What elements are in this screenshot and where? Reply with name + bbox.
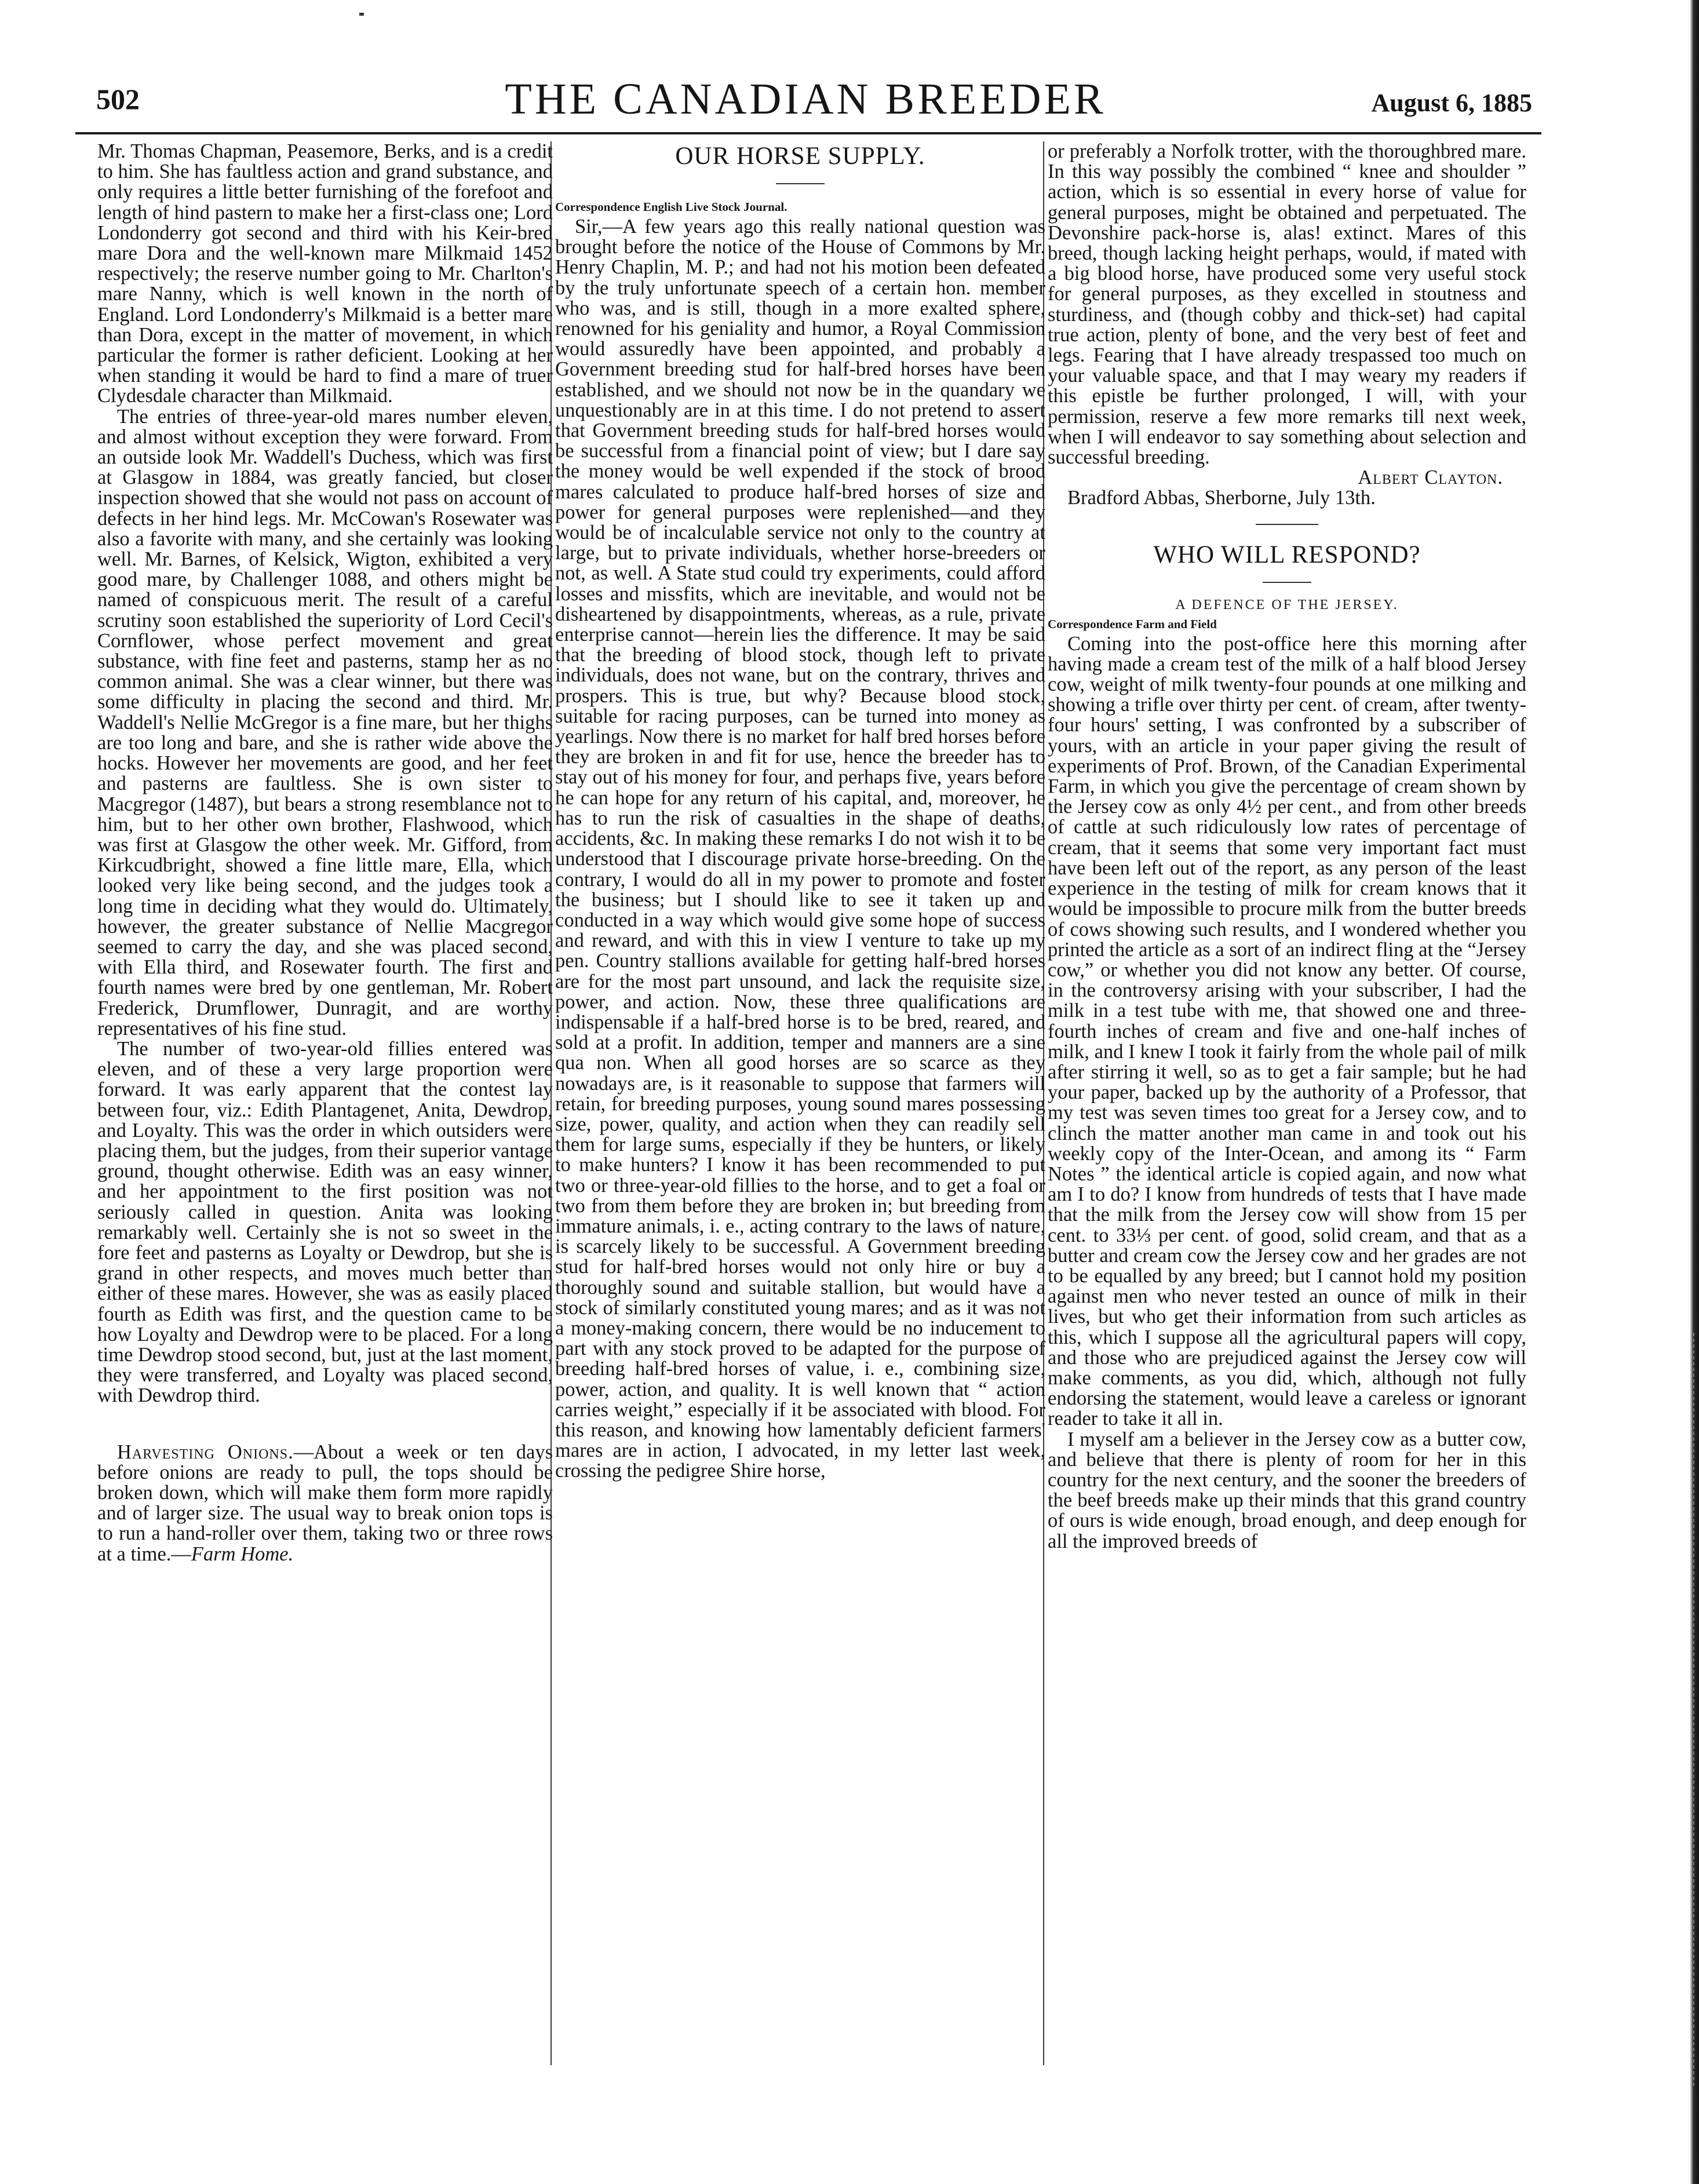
binding-marks <box>1693 1333 1698 2086</box>
article-heading: OUR HORSE SUPPLY. <box>675 143 925 170</box>
column-1 <box>97 141 553 2059</box>
article-source: Correspondence English Live Stock Journal. <box>555 200 787 214</box>
ink-speck <box>359 13 364 16</box>
page-number: 502 <box>96 83 140 115</box>
body-paragraph: Sir,—A few years ago this really national question was brought before the notice of the House of Commons by Mr. Henry Chaplin, M. P.; and had not his motion been defeated by the truly unfortunate speech of a certain hon. member who was, and is still, though in a more exalted sphere, renowned for his geniality and humor, a Royal Commission would assuredly have been appointed, and probably a Government breeding stud for half-bred horses have been established, and we should not now be in the quandary we unquestionably are in at this time. I do not pretend to assert that Government breeding studs for half-bred horses would be successful from a financial point of view; but I dare say the money would be well expended if the stock of brood mares calculated to produce half-bred horses of size and power for general purposes were replenished—and they would be of incalculable service not only to the country at large, but to private individuals, whether horse-breeders or not, as well. A State stud could try experiments, could afford losses and missfits, which are inevitable, and would not be disheartened by disappointments, whereas, as a rule, private enterprise cannot—herein lies the difference. It may be said that the breeding of blood stock, though left to private individuals, does not wane, but on the contrary, thrives and prospers. This is true, but why? Because blood stock, suitable for racing purposes, can be turned into money as yearlings. Now there is no market for half bred horses before they are broken in and fit for use, hence the breeder has to stay out of his money for four, and perhaps five, years before he can hope for any return of his capital, and, moreover, he has to run the risk of casualties in the shape of deaths, accidents, &c. In making these remarks I do not wish it to be understood that I discourage private horse-breeding. On the contrary, I would do all in my power to promote and foster the business; but I should like to see it taken up and conducted in a way which would give some hope of success and reward, and with this in view I venture to take up my pen. Country stallions available for getting half-bred horses are for the most part unsound, and lack the requisite size, power, and action. Now, these three qualifications are indispensable if a half-bred horse is to be bred, reared, and sold at a profit. In addition, temper and manners are a sine qua non. When all good horses are so scarce as they nowadays are, is it reasonable to suppose that farmers will retain, for breeding purposes, young sound mares possessing size, power, quality, and action when they can readily sell them for large sums, especially if they be hunters, or likely to make hunters? I know it has been recommended to put two or three-year-old fillies to the horse, and to get a foal or two from them before they are broken in; but breeding from immature animals, i. e., acting contrary to the laws of nature, is scarcely likely to be successful. A Government breeding stud for half-bred horses would not only hire or buy a thoroughly sound and suitable stallion, but would have a stock of similarly constituted young mares; and as it was not a money-making concern, there would be no inducement to part with any stock proved to be adapted for the purpose of breeding half-bred horses of value, i. e., combining size, power, action, and quality. It is well known that “ action carries weight,” especially if it be associated with blood. For this reason, and knowing how lamentably deficient farmers' mares are in action, I advocated, in my letter last week, crossing the pedigree Shire horse, <box>555 216 1045 1482</box>
issue-date: August 6, 1885 <box>1371 89 1532 117</box>
onions-text: —About a week or ten days before onions are ready to pull, the tops should be broken down, which will make them form more rapidly and of larger size. The usual way to break onion tops is to run a hand-roller over them, taking two or three rows at a time.— <box>97 1441 553 1565</box>
spacer <box>97 1406 553 1442</box>
body-paragraph: Mr. Thomas Chapman, Peasemore, Berks, and is a credit to him. She has faultless action and grand substance, and only requires a little better furnishing of the forefoot and length of hind pastern to make her a first-class one; Lord Londonderry got second and third with his Keir-bred mare Dora and the well-known mare Milkmaid 1452 respectively; the reserve number going to Mr. Charlton's mare Nanny, which is well known in the north of England. Lord Londonderry's Milkmaid is a better mare than Dora, except in the matter of movement, in which particular the former is rather deficient. Looking at her when standing it would be hard to find a mare of truer Clydesdale character than Milkmaid. <box>97 141 553 407</box>
heading-dash <box>1263 582 1311 583</box>
body-paragraph: I myself am a believer in the Jersey cow as a butter cow, and believe that there is plenty of room for her in this country for the next century, and the sooner the breeders of the beef breeds make up their minds that this grand country of ours is wide enough, broad enough, and deep enough for all the improved breeds of <box>1048 1428 1526 1552</box>
article-subheading: A DEFENCE OF THE JERSEY. <box>1175 597 1399 612</box>
section-dash <box>1256 524 1318 525</box>
body-paragraph: The number of two-year-old fillies entered was eleven, and of these a very large proportion were forward. It was early apparent that the contest lay between four, viz.: Edith Plantagenet, Anita, Dewdrop, and Loyalty. This was the order in which outsiders were placing them, but the judges, from their superior vantage ground, thought otherwise. Edith was an easy winner, and her appointment to the first position was not seriously called in question. Anita was looking remarkably well. Certainly she is not so sweet in the fore feet and pasterns as Loyalty or Dewdrop, but she is grand in other respects, and moves much better than either of these mares. However, she was as easily placed fourth as Edith was first, and the question came to be how Loyalty and Dewdrop were to be placed. For a long time Dewdrop stood second, but, just at the last moment, they were transferred, and Loyalty was placed second, with Dewdrop third. <box>97 1037 553 1407</box>
onions-item <box>97 1442 553 1565</box>
body-paragraph: Coming into the post-office here this morning after having made a cream test of the milk of a half blood Jersey cow, weight of milk twenty-four pounds at one milking and showing a trifle over thirty per cent. of cream, after twenty-four hours' setting, I was confronted by a subscriber of yours, with an article in your paper giving the result of experiments of Prof. Brown, of the Canadian Experimental Farm, in which you give the percentage of cream shown by the Jersey cow as only 4½ per cent., and from other breeds of cattle at such ridiculously low rates of percentage of cream, that it seems that some very important fact must have been left out of the report, as any person of the least experience in the testing of milk for cream knows that it would be impossible to procure milk from the butter breeds of cows showing such results, and I wondered whether you printed the article as a sort of an indirect fling at the “Jersey cow,” or whether you did not know any better. Of course, in the controversy arising with your subscriber, I had the milk in a test tube with me, that showed one and three-fourth inches of cream and five and one-half inches of milk, and I knew I took it fairly from the whole pail of milk after stirring it well, so as to get a fair sample; but he had your paper, backed up by the authority of a Professor, that my test was seven times too great for a Jersey cow, and to clinch the matter another man came in and took out his weekly copy of the Inter-Ocean, and among its “ Farm Notes ” the identical article is copied again, and now what am I to do? I know from hundreds of tests that I have made that the milk from the Jersey cow will show from 15 per cent. to 33⅓ per cent. of good, solid cream, and that as a butter and cream cow the Jersey cow and her grades are not to be equalled by any breed; but I cannot hold my position against men who never tested an ounce of milk in their lives, but who get their information from such articles as this, which I suppose all the agricultural papers will copy, and those who are prejudiced against the Jersey cow will make comments, as you did, which, although not fully endorsing the statement, would leave a careless or ignorant reader to take it all in. <box>1048 632 1526 1430</box>
column-2 <box>555 141 1045 2059</box>
newspaper-title: THE CANADIAN BREEDER <box>505 75 1106 123</box>
onions-runin: Harvesting Onions. <box>117 1441 294 1463</box>
masthead-rule <box>75 132 1541 134</box>
heading-dash <box>776 183 825 184</box>
masthead <box>75 74 1536 127</box>
body-paragraph: The entries of three-year-old mares number eleven, and almost without exception they were forward. From an outside look Mr. Waddell's Duchess, which was first at Glasgow in 1884, was greatly fancied, but closer inspection showed that she would not pass on account of defects in her hind legs. Mr. McCowan's Rosewater was also a favorite with many, and she certainly was looking well. Mr. Barnes, of Kelsick, Wigton, exhibited a very good mare, by Challenger 1088, and others might be named of conspicuous merit. The result of a careful scrutiny soon established the superiority of Lord Cecil's Cornflower, whose perfect movement and great substance, with fine feet and pasterns, stamp her as no common animal. She was a clear winner, but there was some difficulty in placing the second and third. Mr. Waddell's Nellie McGregor is a fine mare, but her thighs are too long and bare, and she is rather wide above the hocks. However her movements are good, and her feet and pasterns are faultless. She is own sister to Macgregor (1487), but bears a strong resemblance not to him, but to her other own brother, Flashwood, which was first at Glasgow the other week. Mr. Gifford, from Kirkcudbright, showed a fine little mare, Ella, which looked very like being second, and the judges took a long time in deciding what they would do. Ultimately, however, the greater substance of Nellie Macgregor seemed to carry the day, and she was placed second, with Ella third, and Rosewater fourth. The first and fourth names were bred by one gentleman, Mr. Robert Frederick, Drumflower, Dunragit, and are worthy representatives of his fine stud. <box>97 405 553 1040</box>
body-paragraph: or preferably a Norfolk trotter, with the thoroughbred mare. In this way possibly the combined “ knee and shoulder ” action, which is so essential in every horse of value for general purposes, might be obtained and perpetuated. The Devonshire pack-horse is, alas! extinct. Mares of this breed, though lacking height perhaps, would, if mated with a big blood horse, have produced some very useful stock for general purposes, as they excelled in stoutness and sturdiness, and (though cobby and thick-set) had capital true action, plenty of bone, and the very best of feet and legs. Fearing that I have already trespassed too much on your valuable space, and that I may weary my readers if this epistle be further prolonged, I will, with your permission, reserve a few more remarks till next week, when I will endeavor to say something about selection and successful breeding. <box>1048 141 1526 469</box>
article-source: Correspondence Farm and Field <box>1048 617 1217 631</box>
column-3 <box>1048 141 1526 2059</box>
dateline: Bradford Abbas, Sherborne, July 13th. <box>1067 487 1376 509</box>
author-signature: Albert Clayton. <box>1358 466 1503 489</box>
onions-credit: Farm Home. <box>191 1543 294 1565</box>
page-edge-shadow <box>1690 0 1699 2184</box>
article-heading: WHO WILL RESPOND? <box>1153 541 1421 568</box>
